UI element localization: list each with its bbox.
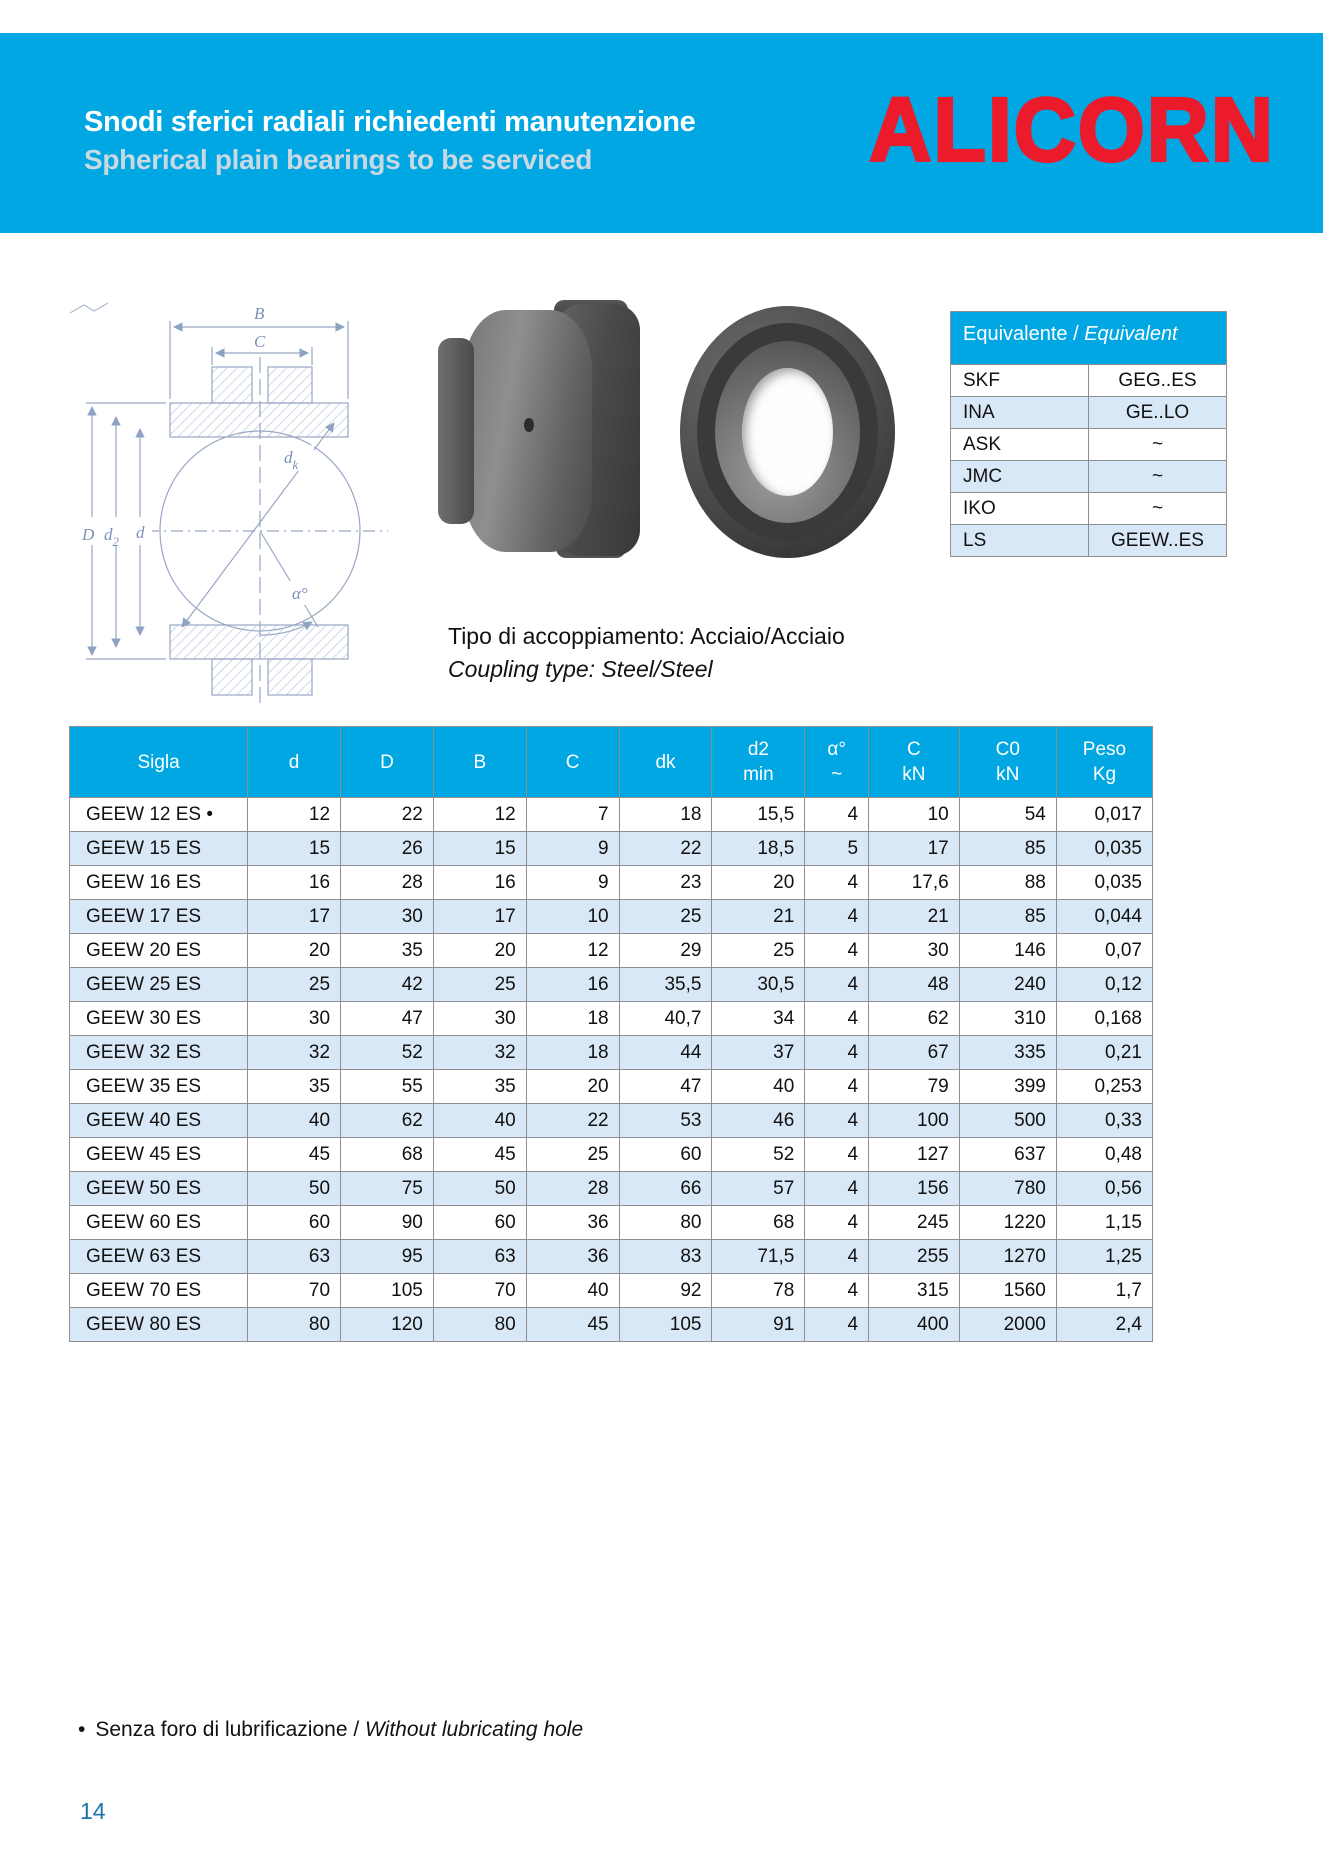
table-cell: 400: [869, 1308, 960, 1342]
table-cell: GE..LO: [1089, 397, 1227, 429]
table-cell: 12: [433, 798, 526, 832]
table-cell: 30: [341, 900, 434, 934]
table-cell: GEG..ES: [1089, 365, 1227, 397]
table-cell: 88: [959, 866, 1056, 900]
table-cell: 18: [526, 1002, 619, 1036]
table-cell: 0,56: [1056, 1172, 1152, 1206]
table-cell: 399: [959, 1070, 1056, 1104]
table-cell: 80: [619, 1206, 712, 1240]
table-cell: 60: [433, 1206, 526, 1240]
equivalent-table: [950, 311, 1227, 557]
table-cell: 36: [526, 1206, 619, 1240]
table-cell: 50: [248, 1172, 341, 1206]
table-cell: 17,6: [869, 866, 960, 900]
column-header-8: C kN: [869, 727, 960, 798]
table-row: [70, 1274, 1153, 1308]
table-row: [70, 1206, 1153, 1240]
table-cell: 4: [805, 1002, 869, 1036]
table-cell: 53: [619, 1104, 712, 1138]
column-header-10: Peso Kg: [1056, 727, 1152, 798]
table-cell: 22: [526, 1104, 619, 1138]
dim-label-C: C: [254, 332, 266, 351]
table-row: [70, 1036, 1153, 1070]
footnote-bullet: •: [78, 1718, 86, 1741]
table-cell: 0,07: [1056, 934, 1152, 968]
table-cell: 0,035: [1056, 832, 1152, 866]
table-cell: 25: [526, 1138, 619, 1172]
table-cell: GEEW 63 ES: [70, 1240, 248, 1274]
table-cell: 63: [248, 1240, 341, 1274]
column-header-4: C: [526, 727, 619, 798]
table-cell: 57: [712, 1172, 805, 1206]
table-cell: 68: [712, 1206, 805, 1240]
table-cell: JMC: [951, 461, 1089, 493]
table-cell: 70: [433, 1274, 526, 1308]
table-cell: 0,12: [1056, 968, 1152, 1002]
table-cell: 4: [805, 1104, 869, 1138]
table-cell: 4: [805, 1138, 869, 1172]
footnote-italian: Senza foro di lubrificazione: [95, 1718, 348, 1741]
table-row: [70, 968, 1153, 1002]
table-cell: 22: [341, 798, 434, 832]
bearing-bore: [742, 368, 833, 496]
table-cell: GEEW 70 ES: [70, 1274, 248, 1308]
table-cell: 26: [341, 832, 434, 866]
table-cell: 52: [341, 1036, 434, 1070]
table-cell: 15: [433, 832, 526, 866]
table-cell: 60: [619, 1138, 712, 1172]
table-row: [70, 1070, 1153, 1104]
table-cell: 240: [959, 968, 1056, 1002]
table-cell: 25: [248, 968, 341, 1002]
table-cell: 91: [712, 1308, 805, 1342]
table-row: [951, 429, 1227, 461]
table-cell: 85: [959, 900, 1056, 934]
table-row: [70, 1002, 1153, 1036]
table-cell: 75: [341, 1172, 434, 1206]
table-cell: 25: [712, 934, 805, 968]
table-cell: 105: [619, 1308, 712, 1342]
bearing-mark: [524, 418, 534, 432]
table-cell: GEEW 25 ES: [70, 968, 248, 1002]
bearing-table-header-row: [70, 727, 1153, 798]
lubrication-footnote: [78, 1718, 583, 1742]
table-row: [70, 1138, 1153, 1172]
table-cell: 21: [712, 900, 805, 934]
table-cell: 15,5: [712, 798, 805, 832]
table-cell: 9: [526, 866, 619, 900]
table-cell: 4: [805, 1172, 869, 1206]
table-cell: ~: [1089, 461, 1227, 493]
brand-logo: ALICORN: [869, 79, 1275, 181]
table-row: [70, 1240, 1153, 1274]
bearing-table-body: [70, 798, 1153, 1342]
table-cell: 5: [805, 832, 869, 866]
table-cell: 16: [526, 968, 619, 1002]
table-cell: GEEW 30 ES: [70, 1002, 248, 1036]
table-cell: 79: [869, 1070, 960, 1104]
table-cell: 35: [248, 1070, 341, 1104]
table-cell: 4: [805, 798, 869, 832]
table-cell: 32: [248, 1036, 341, 1070]
table-cell: 95: [341, 1240, 434, 1274]
table-cell: 4: [805, 934, 869, 968]
table-cell: 80: [433, 1308, 526, 1342]
table-cell: 40: [433, 1104, 526, 1138]
table-row: [951, 493, 1227, 525]
bearing-photo-side-view: [438, 300, 643, 562]
table-cell: 46: [712, 1104, 805, 1138]
table-cell: 40,7: [619, 1002, 712, 1036]
table-cell: 92: [619, 1274, 712, 1308]
table-cell: 7: [526, 798, 619, 832]
table-row: [70, 866, 1153, 900]
table-cell: 18: [619, 798, 712, 832]
coupling-type-italian: Tipo di accoppiamento: Acciaio/Acciaio: [448, 623, 845, 649]
table-cell: 20: [712, 866, 805, 900]
table-cell: 0,48: [1056, 1138, 1152, 1172]
table-cell: 105: [341, 1274, 434, 1308]
coupling-type-note: [448, 620, 845, 686]
dim-label-dk: $d_k$: [284, 448, 299, 472]
table-cell: 45: [433, 1138, 526, 1172]
table-cell: 66: [619, 1172, 712, 1206]
table-cell: 0,33: [1056, 1104, 1152, 1138]
table-cell: 18: [526, 1036, 619, 1070]
table-cell: 68: [341, 1138, 434, 1172]
table-cell: GEEW 60 ES: [70, 1206, 248, 1240]
table-cell: 637: [959, 1138, 1056, 1172]
table-cell: 4: [805, 1308, 869, 1342]
equivalent-title-separator: /: [1073, 322, 1079, 345]
table-cell: 17: [433, 900, 526, 934]
table-cell: 21: [869, 900, 960, 934]
table-cell: 44: [619, 1036, 712, 1070]
table-cell: 37: [712, 1036, 805, 1070]
table-cell: 90: [341, 1206, 434, 1240]
table-cell: 25: [433, 968, 526, 1002]
table-row: [951, 397, 1227, 429]
table-cell: GEEW 16 ES: [70, 866, 248, 900]
table-cell: 9: [526, 832, 619, 866]
column-header-0: Sigla: [70, 727, 248, 798]
table-cell: 45: [248, 1138, 341, 1172]
column-header-7: α° ~: [805, 727, 869, 798]
table-cell: 28: [526, 1172, 619, 1206]
table-cell: 48: [869, 968, 960, 1002]
table-cell: 2,4: [1056, 1308, 1152, 1342]
table-cell: ~: [1089, 429, 1227, 461]
table-cell: 47: [619, 1070, 712, 1104]
table-cell: GEEW..ES: [1089, 525, 1227, 557]
footnote-separator: /: [353, 1718, 360, 1741]
header-titles: [84, 103, 695, 179]
table-cell: 78: [712, 1274, 805, 1308]
table-cell: GEEW 12 ES •: [70, 798, 248, 832]
table-cell: 1270: [959, 1240, 1056, 1274]
table-cell: 29: [619, 934, 712, 968]
table-cell: IKO: [951, 493, 1089, 525]
footnote-english: Without lubricating hole: [365, 1718, 584, 1741]
column-header-9: C0 kN: [959, 727, 1056, 798]
table-cell: 12: [526, 934, 619, 968]
table-cell: 52: [712, 1138, 805, 1172]
table-cell: 50: [433, 1172, 526, 1206]
table-cell: 55: [341, 1070, 434, 1104]
table-cell: 30: [869, 934, 960, 968]
table-row: [70, 1308, 1153, 1342]
bearing-photo-front-view: [680, 306, 895, 558]
table-cell: 47: [341, 1002, 434, 1036]
table-row: [70, 798, 1153, 832]
table-cell: ASK: [951, 429, 1089, 461]
table-row: [70, 832, 1153, 866]
dim-label-d2: $d_2$: [104, 525, 119, 549]
table-cell: 45: [526, 1308, 619, 1342]
table-row: [951, 365, 1227, 397]
table-cell: 4: [805, 1240, 869, 1274]
table-cell: 20: [248, 934, 341, 968]
table-cell: 1220: [959, 1206, 1056, 1240]
table-cell: 0,044: [1056, 900, 1152, 934]
table-cell: 40: [712, 1070, 805, 1104]
table-cell: 17: [248, 900, 341, 934]
table-cell: 100: [869, 1104, 960, 1138]
table-cell: 4: [805, 1206, 869, 1240]
table-cell: 780: [959, 1172, 1056, 1206]
table-cell: GEEW 32 ES: [70, 1036, 248, 1070]
table-row: [951, 525, 1227, 557]
table-row: [70, 934, 1153, 968]
table-cell: 71,5: [712, 1240, 805, 1274]
table-row: [951, 461, 1227, 493]
table-cell: 1,25: [1056, 1240, 1152, 1274]
table-cell: 54: [959, 798, 1056, 832]
table-cell: 60: [248, 1206, 341, 1240]
table-cell: 4: [805, 1036, 869, 1070]
table-cell: 70: [248, 1274, 341, 1308]
table-cell: 0,035: [1056, 866, 1152, 900]
table-cell: 40: [248, 1104, 341, 1138]
table-cell: 28: [341, 866, 434, 900]
table-cell: 120: [341, 1308, 434, 1342]
table-cell: 4: [805, 1274, 869, 1308]
coupling-type-english: Coupling type: Steel/Steel: [448, 656, 713, 682]
table-cell: 34: [712, 1002, 805, 1036]
table-cell: SKF: [951, 365, 1089, 397]
table-cell: 10: [526, 900, 619, 934]
table-cell: 16: [433, 866, 526, 900]
table-cell: 315: [869, 1274, 960, 1308]
table-cell: INA: [951, 397, 1089, 429]
table-cell: 22: [619, 832, 712, 866]
bearing-data-table: [69, 726, 1153, 1342]
page-number: 14: [80, 1798, 106, 1824]
equivalent-title-italian: Equivalente: [963, 322, 1068, 345]
column-header-2: D: [341, 727, 434, 798]
dim-label-D: D: [82, 525, 95, 544]
equivalent-table-header-row: [951, 312, 1227, 365]
table-cell: LS: [951, 525, 1089, 557]
table-cell: 85: [959, 832, 1056, 866]
table-cell: ~: [1089, 493, 1227, 525]
drawing-svg: [62, 295, 392, 710]
table-cell: GEEW 80 ES: [70, 1308, 248, 1342]
table-cell: 23: [619, 866, 712, 900]
table-cell: 83: [619, 1240, 712, 1274]
column-header-6: d2 min: [712, 727, 805, 798]
equivalent-table-body: [951, 365, 1227, 557]
table-cell: 32: [433, 1036, 526, 1070]
table-cell: 0,017: [1056, 798, 1152, 832]
table-cell: GEEW 17 ES: [70, 900, 248, 934]
table-row: [70, 1104, 1153, 1138]
header-band: [0, 33, 1323, 233]
table-cell: GEEW 35 ES: [70, 1070, 248, 1104]
table-cell: 310: [959, 1002, 1056, 1036]
table-row: [70, 900, 1153, 934]
table-cell: GEEW 15 ES: [70, 832, 248, 866]
table-cell: 35,5: [619, 968, 712, 1002]
column-header-1: d: [248, 727, 341, 798]
equivalent-title-english: Equivalent: [1084, 322, 1178, 345]
table-cell: 146: [959, 934, 1056, 968]
table-cell: 30: [248, 1002, 341, 1036]
table-cell: 80: [248, 1308, 341, 1342]
table-cell: 12: [248, 798, 341, 832]
table-cell: 2000: [959, 1308, 1056, 1342]
table-cell: 36: [526, 1240, 619, 1274]
table-row: [70, 1172, 1153, 1206]
table-cell: 15: [248, 832, 341, 866]
dim-label-B: B: [254, 304, 265, 323]
table-cell: 67: [869, 1036, 960, 1070]
table-cell: 20: [526, 1070, 619, 1104]
table-cell: 1560: [959, 1274, 1056, 1308]
table-cell: 17: [869, 832, 960, 866]
page-title-italian: Snodi sferici radiali richiedenti manutenzione: [84, 106, 696, 138]
table-cell: 40: [526, 1274, 619, 1308]
table-cell: 4: [805, 968, 869, 1002]
table-cell: 35: [341, 934, 434, 968]
table-cell: 4: [805, 900, 869, 934]
dim-label-alpha: α°: [292, 584, 308, 603]
table-cell: 25: [619, 900, 712, 934]
table-cell: 0,168: [1056, 1002, 1152, 1036]
table-cell: 20: [433, 934, 526, 968]
table-cell: GEEW 50 ES: [70, 1172, 248, 1206]
column-header-5: dk: [619, 727, 712, 798]
table-cell: 500: [959, 1104, 1056, 1138]
table-cell: 4: [805, 1070, 869, 1104]
table-cell: 255: [869, 1240, 960, 1274]
table-cell: 18,5: [712, 832, 805, 866]
table-cell: GEEW 45 ES: [70, 1138, 248, 1172]
table-cell: 10: [869, 798, 960, 832]
table-cell: 62: [341, 1104, 434, 1138]
table-cell: 35: [433, 1070, 526, 1104]
table-cell: 30: [433, 1002, 526, 1036]
table-cell: 4: [805, 866, 869, 900]
table-cell: 63: [433, 1240, 526, 1274]
table-cell: 16: [248, 866, 341, 900]
bearing-rim: [438, 338, 474, 524]
table-cell: 0,253: [1056, 1070, 1152, 1104]
table-cell: GEEW 20 ES: [70, 934, 248, 968]
table-cell: 335: [959, 1036, 1056, 1070]
table-cell: GEEW 40 ES: [70, 1104, 248, 1138]
equivalent-table-title: [951, 312, 1227, 365]
bearing-cross-section-drawing: [62, 295, 392, 710]
table-cell: 30,5: [712, 968, 805, 1002]
table-cell: 62: [869, 1002, 960, 1036]
table-cell: 127: [869, 1138, 960, 1172]
column-header-3: B: [433, 727, 526, 798]
dim-label-d: d: [136, 523, 145, 542]
table-cell: 0,21: [1056, 1036, 1152, 1070]
page-title-english: Spherical plain bearings to be serviced: [84, 144, 593, 175]
table-cell: 1,15: [1056, 1206, 1152, 1240]
table-cell: 156: [869, 1172, 960, 1206]
table-cell: 42: [341, 968, 434, 1002]
table-cell: 1,7: [1056, 1274, 1152, 1308]
table-cell: 245: [869, 1206, 960, 1240]
